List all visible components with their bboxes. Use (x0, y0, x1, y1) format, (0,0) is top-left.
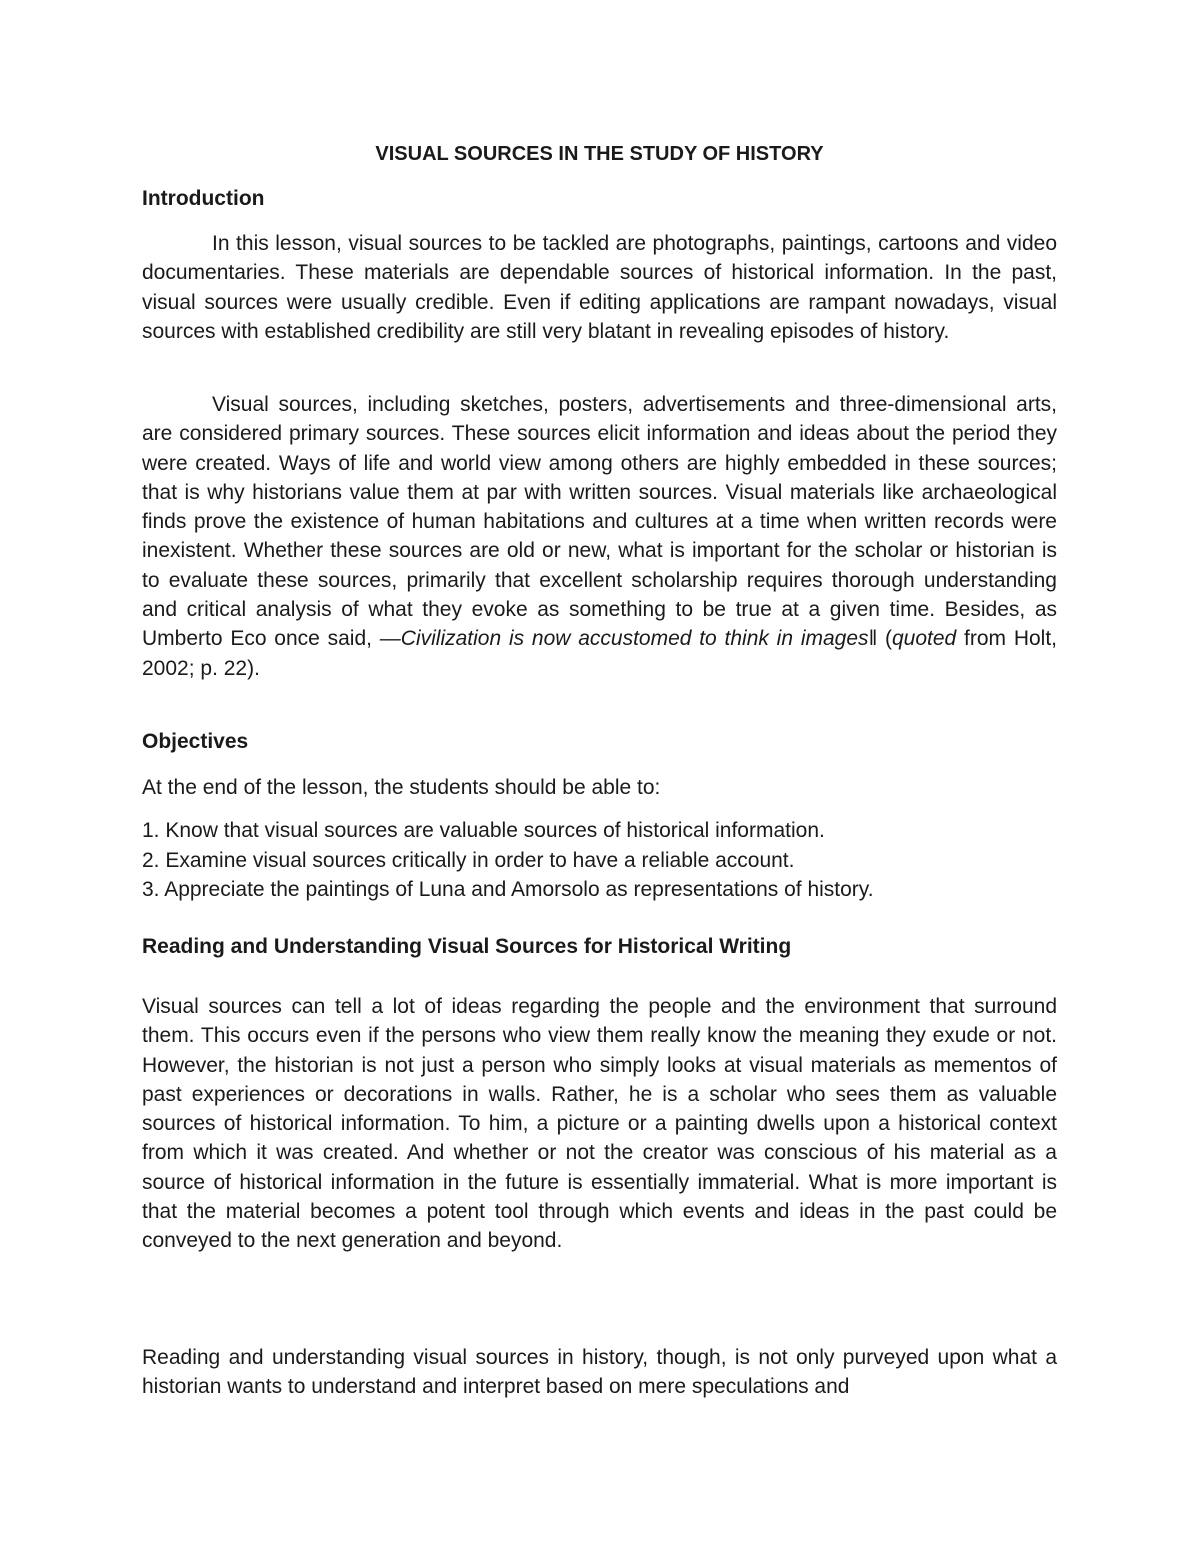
document-page (142, 0, 1057, 1553)
introduction-paragraph-2-text: Visual sources, including sketches, posters, advertisements and three-dimensional arts, are considered primary sources. These sources elicit information and ideas about the period they were created. Ways of life and world view among others are highly embedded in these sources; that is why historians value them at par with written sources. Visual materials like archaeological finds prove the existence of human habitations and cultures at a time when written records were inexistent. Whether these sources are old or new, what is important for the scholar or historian is to evaluate these sources, primarily that excellent scholarship requires thorough understanding and critical analysis of what they evoke as something to be true at a given time. Besides, as Umberto Eco once said, (142, 393, 1057, 651)
document-title: VISUAL SOURCES IN THE STUDY OF HISTORY (375, 143, 824, 165)
introduction-paragraph-2-mid: ( (877, 627, 892, 651)
introduction-paragraph-2-citation: from Holt, 2002; p. 22). (142, 627, 1057, 680)
eco-quote: ―Civilization is now accustomed to think in images‖ (379, 627, 878, 651)
quoted-word: quoted (892, 627, 957, 651)
introduction-heading: Introduction (142, 187, 265, 210)
reading-paragraph-1: Visual sources can tell a lot of ideas regarding the people and the environment that surround them. This occurs even if the persons who view them really know the meaning they exude or not. However, the historian is not just a person who simply looks at visual materials as mementos of past experiences or decorations in walls. Rather, he is a scholar who sees them as valuable sources of historical information. To him, a picture or a painting dwells upon a historical context from which it was created. And whether or not the creator was conscious of his material as a source of historical information in the future is essentially immaterial. What is more important is that the material becomes a potent tool through which events and ideas in the past could be conveyed to the next generation and beyond. (142, 995, 1057, 1253)
reading-heading: Reading and Understanding Visual Sources for Historical Writing (142, 935, 792, 958)
objective-item: 1. Know that visual sources are valuable sources of historical information. (142, 819, 825, 842)
objectives-list (142, 816, 1057, 905)
objective-item: 3. Appreciate the paintings of Luna and Amorsolo as representations of history. (142, 878, 874, 901)
objectives-lead: At the end of the lesson, the students should be able to: (142, 776, 661, 799)
introduction-paragraph-1: In this lesson, visual sources to be tackled are photographs, paintings, cartoons and video documentaries. These materials are dependable sources of historical information. In the past, visual sources were usually credible. Even if editing applications are rampant nowadays, visual sources with established credibility are still very blatant in revealing episodes of history. (142, 232, 1057, 343)
introduction-paragraph-2 (142, 390, 1057, 683)
reading-paragraph-2: Reading and understanding visual sources in history, though, is not only purveyed upon what a historian wants to understand and interpret based on mere speculations and (142, 1346, 1057, 1399)
objective-item: 2. Examine visual sources critically in order to have a reliable account. (142, 848, 795, 872)
objectives-heading: Objectives (142, 730, 249, 753)
